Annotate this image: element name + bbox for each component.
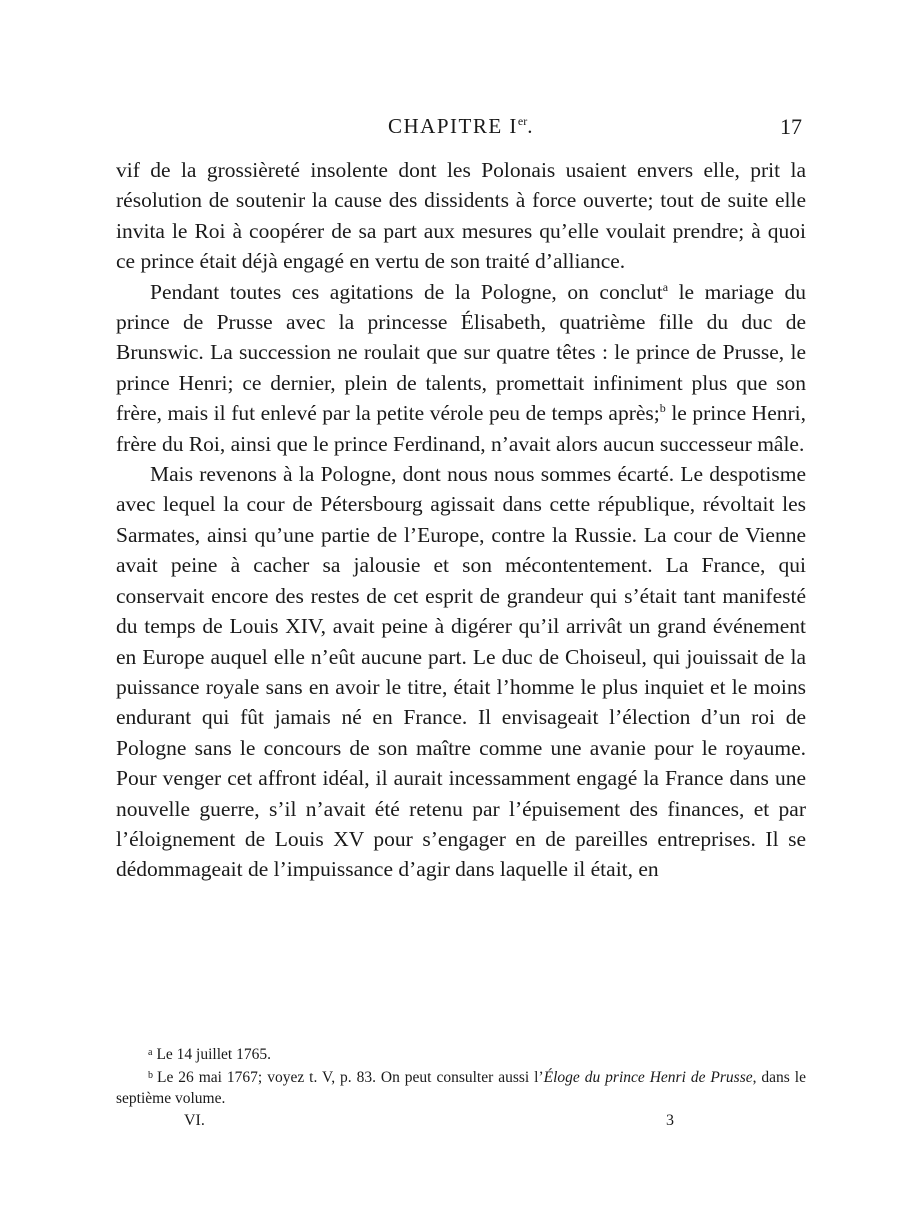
paragraph-3: Mais revenons à la Pologne, dont nous nous sommes écarté. Le despotisme avec lequel la cour de Pétersbourg agissait dans cette république, révoltait les Sarmates, ainsi qu’une partie de l’Europe, contre la Russie. La cour de Vienne avait peine à cacher sa jalousie et son mécontentement. La France, qui conservait encore des restes de cet esprit de grandeur qui s’était tant manifesté du temps de Louis XIV, avait peine à digérer qu’il arrivât un grand événement en Europe auquel elle n’eût aucune part. Le duc de Choiseul, qui jouissait de la puissance royale sans en avoir le titre, était l’homme le plus inquiet et le moins endurant qui fût jamais né en France. Il envisageait l’élection d’un roi de Pologne sans le concours de son maître comme une avanie pour le royaume. Pour venger cet affront idéal, il aurait incessamment engagé la France dans une nouvelle guerre, s’il n’avait été retenu par l’épuisement des finances, et par l’éloignement de Louis XV pour s’engager en de pareilles entreprises. Il se dédommageait de l’impuissance d’agir dans laquelle il était, en xyxy=(116,462,806,882)
footnote-b xyxy=(116,1065,806,1109)
footnote-ref-a[interactable]: a xyxy=(662,279,669,294)
body-text xyxy=(116,155,806,885)
paragraph-2 xyxy=(116,277,806,459)
running-head xyxy=(116,114,806,146)
footnote-a xyxy=(116,1042,806,1065)
sheet-number: 3 xyxy=(666,1112,674,1129)
chapter-title-end: . xyxy=(527,114,534,138)
chapter-title xyxy=(116,114,806,139)
page-number: 17 xyxy=(780,114,802,139)
paragraph-2-part-a: Pendant toutes ces agitations de la Pologne, on conclut xyxy=(150,279,663,304)
footnote-b-text: Le 26 mai 1767; voyez t. V, p. 83. On peut consulter aussi l’ xyxy=(157,1069,544,1086)
paragraph-1: vif de la grossièreté insolente dont les Polonais usaient envers elle, prit la résolution de soutenir la cause des dissidents à force ouverte; tout de suite elle invita le Roi à coopérer de sa part aux mesures qu’elle voulait prendre; à quoi ce prince était déjà engagé en vertu de son traité d’alliance. xyxy=(116,158,806,274)
footnote-b-end: , dans le septième volume. xyxy=(116,1069,806,1107)
footnotes xyxy=(116,1042,806,1109)
footnote-b-mark: b xyxy=(148,1070,153,1081)
paragraph-2-part-b: le mariage du prince de Prusse avec la princesse Élisabeth, quatrième fille du duc de Brunswic. La succession ne roulait que sur quatre têtes : le prince de Prusse, le prince Henri; ce dernier, plein de talents, promettait infiniment plus que son frère, mais il fut enlevé par la petite vérole peu de temps après; xyxy=(116,279,806,426)
footnote-ref-b[interactable]: b xyxy=(659,401,666,416)
chapter-title-text: CHAPITRE I xyxy=(388,114,518,138)
printer-signature xyxy=(116,1112,806,1136)
footnote-b-italic: Éloge du prince Henri de Prusse xyxy=(543,1069,753,1086)
volume-mark: VI. xyxy=(184,1112,205,1129)
paragraph-2-part-c: le prince Henri, frère du Roi, ainsi que le prince Ferdinand, n’avait alors aucun successeur mâle. xyxy=(116,401,807,456)
footnote-a-mark: a xyxy=(148,1047,153,1058)
footnote-a-text: Le 14 juillet 1765. xyxy=(156,1046,271,1063)
chapter-title-sup: er xyxy=(517,114,528,128)
